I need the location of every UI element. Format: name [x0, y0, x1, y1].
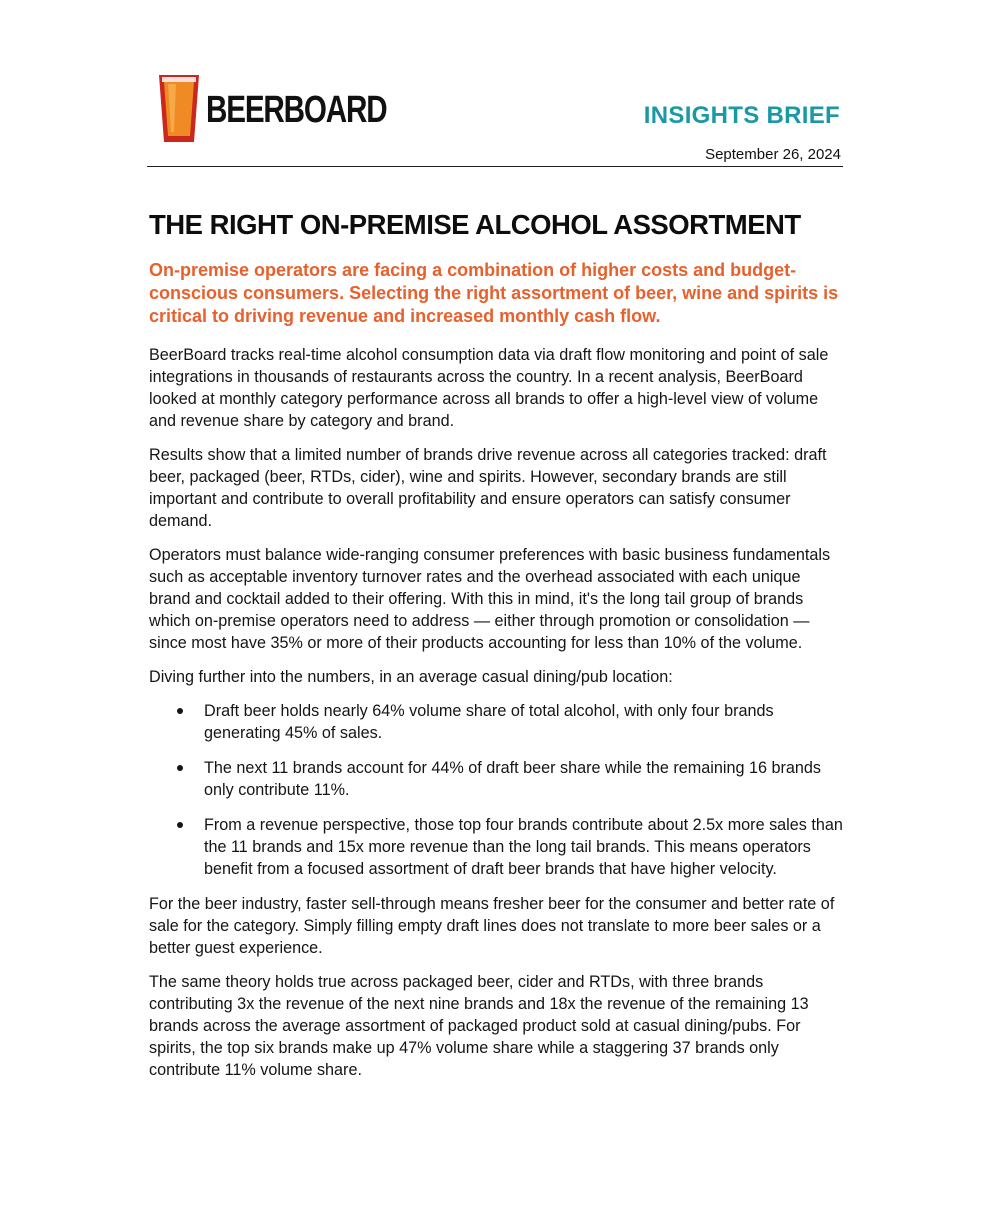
bullet-icon: [177, 822, 183, 828]
paragraph: BeerBoard tracks real-time alcohol consumption data via draft flow monitoring and point of sale integrations in thousands of restaurants across the country. In a recent analysis, BeerBoard looked at monthly category performance across all brands to offer a high-level view of volume and revenue share by category and brand.: [149, 346, 829, 430]
logo-wordmark: BEERBOARD: [206, 89, 387, 131]
paragraph: Results show that a limited number of brands drive revenue across all categories tracked: draft beer, packaged (beer, RTDs, cider), wine and spirits. However, secondary brands are still important and contribute to overall profitability and ensure operators can satisfy consumer demand.: [149, 446, 827, 530]
article-lede: On-premise operators are facing a combination of higher costs and budget-conscious consumers. Selecting the right assortment of beer, wine and spirits is critical to driving revenue and increased monthly cash flow.: [149, 260, 839, 326]
bullet-item: [204, 814, 844, 880]
publication-date: September 26, 2024: [705, 146, 841, 163]
header-divider: [147, 166, 843, 167]
beer-glass-icon: [156, 72, 202, 146]
paragraph: The same theory holds true across packaged beer, cider and RTDs, with three brands contributing 3x the revenue of the next nine brands and 18x the revenue of the remaining 13 brands across the average assortment of packaged product sold at casual dining/pubs. For spirits, the top six brands make up 47% volume share while a staggering 37 brands only contribute 11% volume share.: [149, 973, 809, 1079]
article-title: THE RIGHT ON-PREMISE ALCOHOL ASSORTMENT: [149, 209, 801, 240]
bullet-icon: [177, 765, 183, 771]
bullet-text: Draft beer holds nearly 64% volume share of total alcohol, with only four brands generating 45% of sales.: [204, 702, 774, 742]
bullet-item: [204, 700, 844, 744]
bullet-icon: [177, 708, 183, 714]
article-body: [149, 206, 844, 1093]
beerboard-logo: [156, 72, 387, 148]
paragraph: Operators must balance wide-ranging consumer preferences with basic business fundamentals such as acceptable inventory turnover rates and the overhead associated with each unique brand and cocktail added to their offering. With this in mind, it's the long tail group of brands which on-premise operators need to address — either through promotion or consolidation — since most have 35% or more of their products accounting for less than 10% of the volume.: [149, 546, 831, 652]
bullet-list: [149, 700, 844, 880]
paragraph: For the beer industry, faster sell-through means fresher beer for the consumer and better rate of sale for the category. Simply filling empty draft lines does not translate to more beer sales or a better guest experience.: [149, 895, 835, 957]
bullet-text: The next 11 brands account for 44% of draft beer share while the remaining 16 brands only contribute 11%.: [204, 759, 821, 799]
paragraph: Diving further into the numbers, in an average casual dining/pub location:: [149, 668, 673, 686]
insights-brief-label: INSIGHTS BRIEF: [643, 102, 840, 129]
bullet-item: [204, 757, 844, 801]
bullet-text: From a revenue perspective, those top four brands contribute about 2.5x more sales than the 11 brands and 15x more revenue than the long tail brands. This means operators benefit from a focused assortment of draft beer brands that have higher velocity.: [204, 816, 843, 878]
